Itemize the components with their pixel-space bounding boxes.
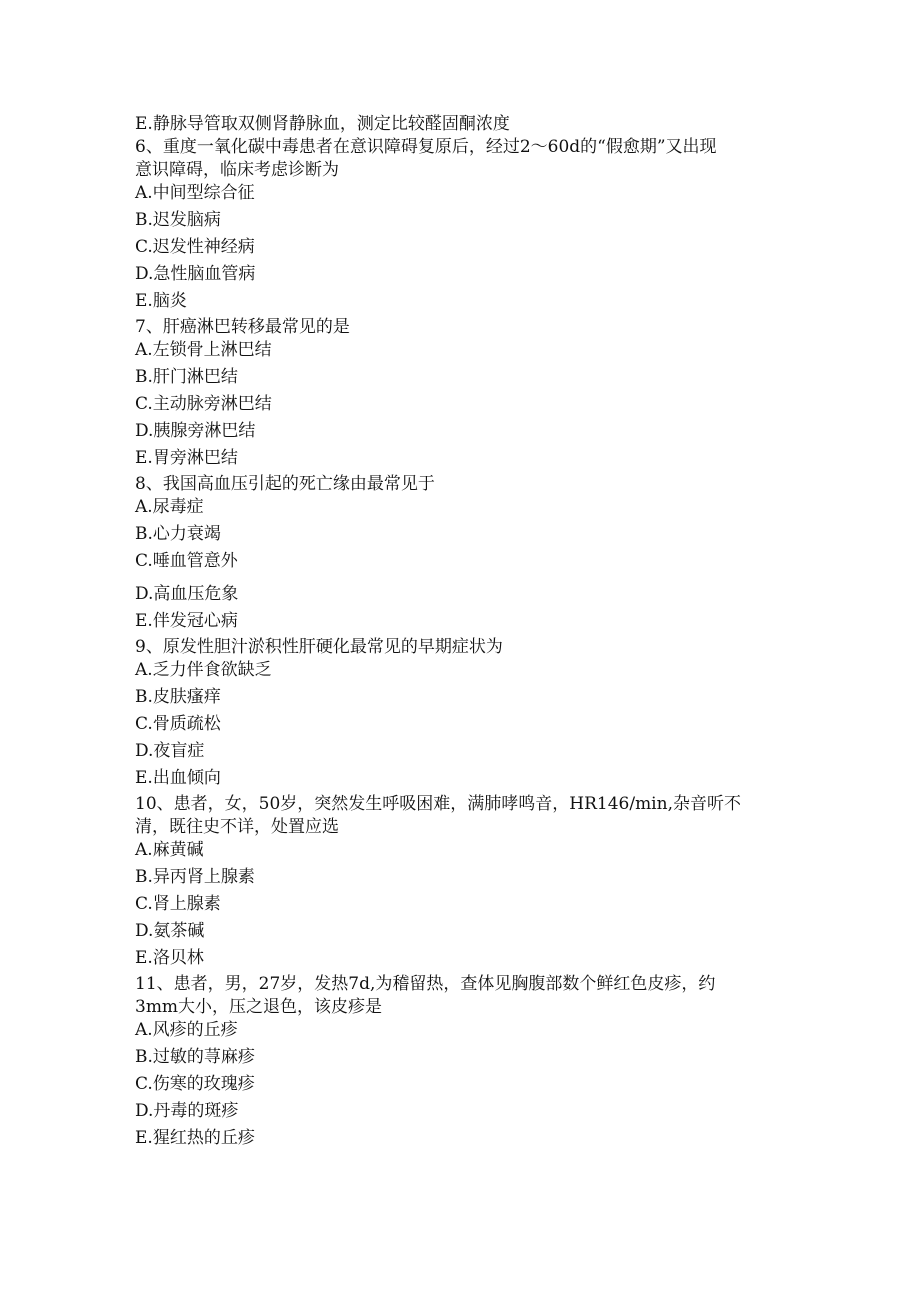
option-line: E.静脉导管取双侧肾静脉血，测定比较醛固酮浓度	[135, 114, 510, 134]
question-7-text: 7、肝癌淋巴转移最常见的是	[135, 317, 350, 337]
option-line: C.主动脉旁淋巴结	[135, 394, 272, 414]
option-line: D.夜盲症	[135, 741, 205, 761]
question-11-text: 11、患者，男，27岁，发热7d,为稽留热，查体见胸腹部数个鲜红色皮疹，约	[135, 974, 716, 994]
option-line: D.高血压危象	[135, 584, 239, 604]
option-line: B.异丙肾上腺素	[135, 867, 255, 887]
question-9-text: 9、原发性胆汁淤积性肝硬化最常见的早期症状为	[135, 637, 503, 657]
option-line: C.伤寒的玫瑰疹	[135, 1074, 255, 1094]
option-line: B.皮肤瘙痒	[135, 687, 221, 707]
question-6-text: 6、重度一氧化碳中毒患者在意识障碍复原后，经过2～60d的“假愈期”又出现	[135, 137, 717, 157]
option-line: B.肝门淋巴结	[135, 367, 238, 387]
option-line: D.丹毒的斑疹	[135, 1101, 239, 1121]
option-line: A.风疹的丘疹	[135, 1020, 238, 1040]
option-line: A.麻黄碱	[135, 840, 204, 860]
option-line: A.左锁骨上淋巴结	[135, 340, 272, 360]
question-8-text: 8、我国高血压引起的死亡缘由最常见于	[135, 474, 435, 494]
option-line: C.骨质疏松	[135, 714, 221, 734]
document-body	[135, 113, 785, 1150]
option-line: C.唾血管意外	[135, 551, 238, 571]
option-line: B.迟发脑病	[135, 210, 221, 230]
option-line: B.心力衰竭	[135, 524, 221, 544]
question-6-text-cont: 意识障碍，临床考虑诊断为	[135, 160, 339, 180]
option-line: B.过敏的荨麻疹	[135, 1047, 255, 1067]
option-line: E.伴发冠心病	[135, 611, 238, 631]
option-line: E.脑炎	[135, 291, 187, 311]
question-11-text-cont: 3mm大小，压之退色，该皮疹是	[135, 997, 383, 1017]
option-line: A.中间型综合征	[135, 183, 255, 203]
option-line: C.肾上腺素	[135, 894, 221, 914]
option-line: C.迟发性神经病	[135, 237, 255, 257]
option-line: D.氨茶碱	[135, 921, 205, 941]
option-line: D.胰腺旁淋巴结	[135, 421, 256, 441]
option-line: E.出血倾向	[135, 768, 221, 788]
option-line: E.洛贝林	[135, 948, 204, 968]
option-line: E.猩红热的丘疹	[135, 1128, 255, 1148]
option-line: E.胃旁淋巴结	[135, 448, 238, 468]
question-10-text-cont: 清，既往史不详，处置应选	[135, 817, 339, 837]
option-line: A.尿毒症	[135, 497, 204, 517]
option-line: D.急性脑血管病	[135, 264, 256, 284]
question-10-text: 10、患者，女，50岁，突然发生呼吸困难，满肺哮鸣音，HR146/min,杂音听不	[135, 794, 741, 814]
option-line: A.乏力伴食欲缺乏	[135, 660, 272, 680]
